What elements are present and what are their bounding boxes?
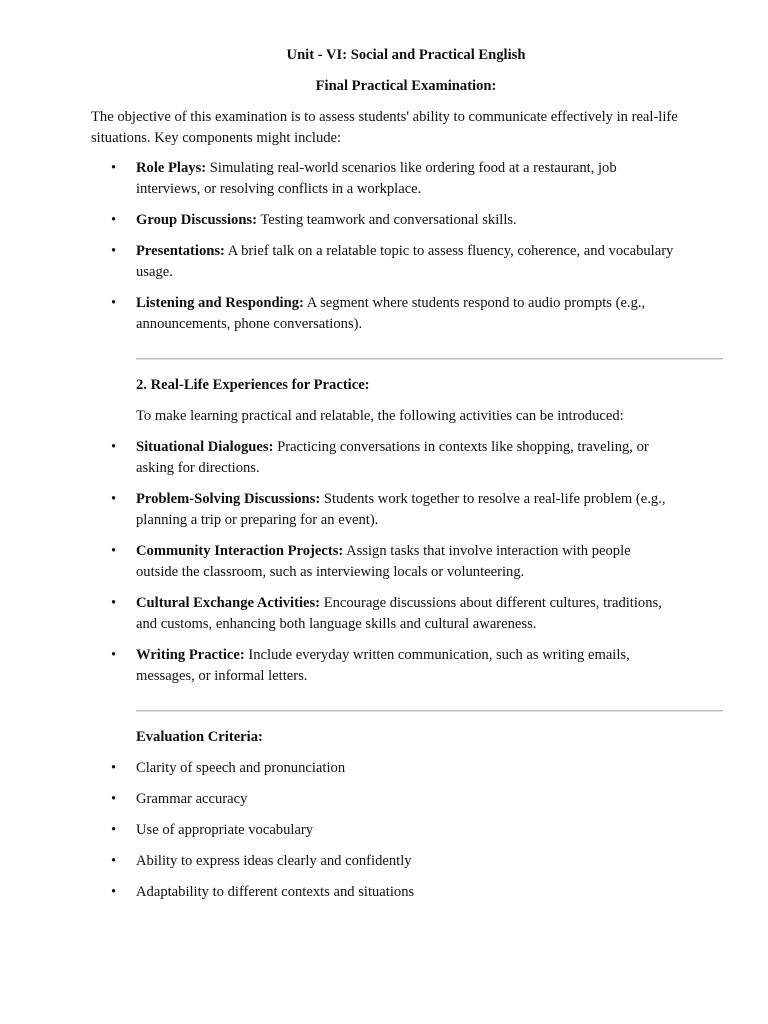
item-text: A brief talk on a relatable topic to assess fluency, coherence, and vocabulary usage. bbox=[136, 243, 674, 280]
item-text: Testing teamwork and conversational skills. bbox=[256, 212, 517, 228]
list-item bbox=[0, 158, 676, 200]
list-item bbox=[0, 645, 676, 687]
bullet-icon: • bbox=[111, 595, 117, 611]
item-term: Listening and Responding: bbox=[136, 295, 304, 311]
document-subtitle: Final Practical Examination: bbox=[315, 78, 497, 94]
bullet-icon: • bbox=[111, 491, 117, 507]
components-list bbox=[0, 158, 768, 345]
item-text: Simulating real-world scenarios like ordering food at a restaurant, job interviews, or resolving conflicts in a workplace. bbox=[136, 160, 617, 197]
list-item bbox=[0, 541, 676, 583]
item-text: Assign tasks that involve interaction with people outside the classroom, such as interviewing locals or volunteering. bbox=[136, 543, 631, 580]
item-text: A segment where students respond to audio prompts (e.g., announcements, phone conversations). bbox=[136, 295, 646, 332]
bullet-icon: • bbox=[111, 243, 117, 259]
bullet-icon: • bbox=[111, 884, 117, 900]
section-intro: To make learning practical and relatable, the following activities can be introduced: bbox=[136, 408, 624, 424]
item-text: Adaptability to different contexts and situations bbox=[136, 884, 415, 900]
item-text: Include everyday written communication, such as writing emails, messages, or informal letters. bbox=[136, 647, 630, 684]
bullet-icon: • bbox=[111, 160, 117, 176]
criteria-list bbox=[0, 758, 768, 913]
list-item bbox=[0, 293, 676, 335]
list-item bbox=[0, 789, 676, 810]
item-text: Students work together to resolve a real-life problem (e.g., planning a trip or preparing for an event). bbox=[136, 491, 666, 528]
section-heading: Evaluation Criteria: bbox=[136, 729, 263, 745]
item-term: Problem-Solving Discussions: bbox=[136, 491, 321, 507]
bullet-icon: • bbox=[111, 295, 117, 311]
bullet-icon: • bbox=[111, 760, 117, 776]
item-term: Community Interaction Projects: bbox=[136, 543, 344, 559]
item-text: Clarity of speech and pronunciation bbox=[136, 760, 346, 776]
document-title: Unit - VI: Social and Practical English bbox=[286, 47, 526, 63]
bullet-icon: • bbox=[111, 791, 117, 807]
list-item bbox=[0, 882, 676, 903]
bullet-icon: • bbox=[111, 853, 117, 869]
item-term: Writing Practice: bbox=[136, 647, 245, 663]
item-text: Grammar accuracy bbox=[136, 791, 248, 807]
item-text: Use of appropriate vocabulary bbox=[136, 822, 314, 838]
item-text: Practicing conversations in contexts like shopping, traveling, or asking for directions. bbox=[136, 439, 649, 476]
section-heading: 2. Real-Life Experiences for Practice: bbox=[136, 377, 370, 393]
bullet-icon: • bbox=[111, 647, 117, 663]
list-item bbox=[0, 241, 676, 283]
list-item bbox=[0, 210, 676, 231]
list-item bbox=[0, 593, 676, 635]
list-item bbox=[0, 758, 676, 779]
item-term: Group Discussions: bbox=[136, 212, 257, 228]
list-item bbox=[0, 851, 676, 872]
bullet-icon: • bbox=[111, 543, 117, 559]
intro-paragraph: The objective of this examination is to assess students' ability to communicate effectively in real-life situations. Key components might include: bbox=[91, 109, 678, 146]
item-term: Cultural Exchange Activities: bbox=[136, 595, 321, 611]
section-divider bbox=[136, 358, 723, 360]
list-item bbox=[0, 820, 676, 841]
item-term: Role Plays: bbox=[136, 160, 207, 176]
activities-list bbox=[0, 437, 768, 697]
bullet-icon: • bbox=[111, 822, 117, 838]
list-item bbox=[0, 489, 676, 531]
bullet-icon: • bbox=[111, 212, 117, 228]
item-text: Encourage discussions about different cultures, traditions, and customs, enhancing both language skills and cultural awareness. bbox=[136, 595, 662, 632]
list-item bbox=[0, 437, 676, 479]
item-term: Presentations: bbox=[136, 243, 225, 259]
item-text: Ability to express ideas clearly and confidently bbox=[136, 853, 412, 869]
bullet-icon: • bbox=[111, 439, 117, 455]
section-divider bbox=[136, 710, 723, 712]
item-term: Situational Dialogues: bbox=[136, 439, 274, 455]
